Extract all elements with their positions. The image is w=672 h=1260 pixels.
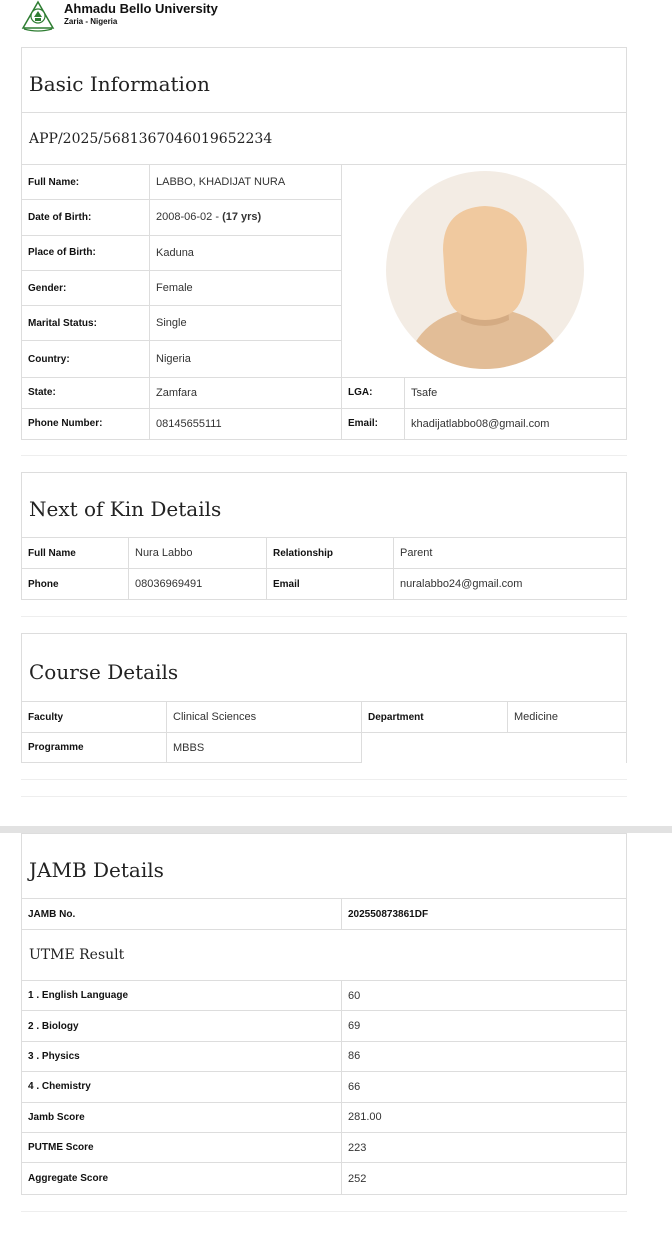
state-value: Zamfara [150,378,342,408]
dob-label: Date of Birth: [22,200,150,234]
lga-label: LGA: [342,378,405,408]
university-logo-icon [20,0,56,32]
divider [21,455,627,456]
aggregate-score-label: Aggregate Score [22,1163,342,1193]
programme-value: MBBS [173,741,205,754]
department-value: Medicine [514,711,559,723]
lga-value: Tsafe [411,386,438,399]
subject-score: 69 [348,1020,361,1033]
utme-result-title: UTME Result [22,930,626,981]
phone-label: Phone Number: [22,409,150,439]
putme-score-value: 223 [348,1141,367,1154]
divider [21,1211,627,1212]
pob-label: Place of Birth: [22,236,150,270]
basic-info-title: Basic Information [22,48,626,113]
university-name: Ahmadu Bello University [64,1,218,16]
jamb-card [21,833,627,1195]
dob-value [150,200,341,234]
page-break [0,826,672,833]
subject-label: 2 . Biology [22,1011,342,1040]
avatar [385,170,585,370]
course-title: Course Details [22,634,626,702]
marital-label: Marital Status: [22,306,150,340]
nok-full-name-value: Nura Labbo [129,538,267,568]
subject-score: 60 [348,989,361,1002]
gender-value: Female [156,282,193,295]
nok-email-value: nuralabbo24@gmail.com [400,578,523,590]
divider [21,616,627,617]
gender-label: Gender: [22,271,150,305]
faculty-value: Clinical Sciences [167,702,362,732]
programme-label: Programme [22,733,167,762]
jamb-title: JAMB Details [22,834,626,899]
state-label: State: [22,378,150,408]
jamb-no-value: 202550873861DF [348,908,429,920]
country-label: Country: [22,341,150,376]
subject-score: 86 [348,1050,361,1063]
subject-label: 1 . English Language [22,981,342,1010]
jamb-no-label: JAMB No. [22,899,342,929]
age: (17 yrs) [222,211,262,224]
nok-relationship-value: Parent [400,547,433,559]
faculty-label: Faculty [22,702,167,732]
university-location: Zaria - Nigeria [64,17,118,26]
jamb-score-value: 281.00 [348,1111,382,1124]
department-label: Department [362,702,508,732]
subject-score: 66 [348,1080,361,1093]
application-number: APP/2025/5681367046019652234 [22,113,626,165]
aggregate-score-value: 252 [348,1172,367,1185]
subject-label: 3 . Physics [22,1042,342,1071]
nok-email-label: Email [267,569,394,599]
next-of-kin-title: Next of Kin Details [22,473,626,538]
course-card [21,633,627,763]
photo-area [342,165,626,377]
header [20,0,218,34]
nok-full-name-label: Full Name [22,538,129,568]
full-name-value: LABBO, KHADIJAT NURA [156,176,286,189]
pob-value: Kaduna [156,246,194,259]
full-name-label: Full Name: [22,165,150,199]
nok-relationship-label: Relationship [267,538,394,568]
subject-label: 4 . Chemistry [22,1072,342,1101]
email-label: Email: [342,409,405,439]
dob-date: 2008-06-02 - [156,211,219,224]
email-value: khadijatlabbo08@gmail.com [411,417,550,430]
divider [21,796,627,797]
putme-score-label: PUTME Score [22,1133,342,1162]
country-value: Nigeria [156,353,191,366]
marital-value: Single [156,317,187,330]
nok-phone-value: 08036969491 [129,569,267,599]
jamb-score-label: Jamb Score [22,1103,342,1132]
nok-phone-label: Phone [22,569,129,599]
basic-info-card [21,47,627,440]
divider [21,779,627,780]
phone-value: 08145655111 [150,409,342,439]
next-of-kin-card [21,472,627,600]
